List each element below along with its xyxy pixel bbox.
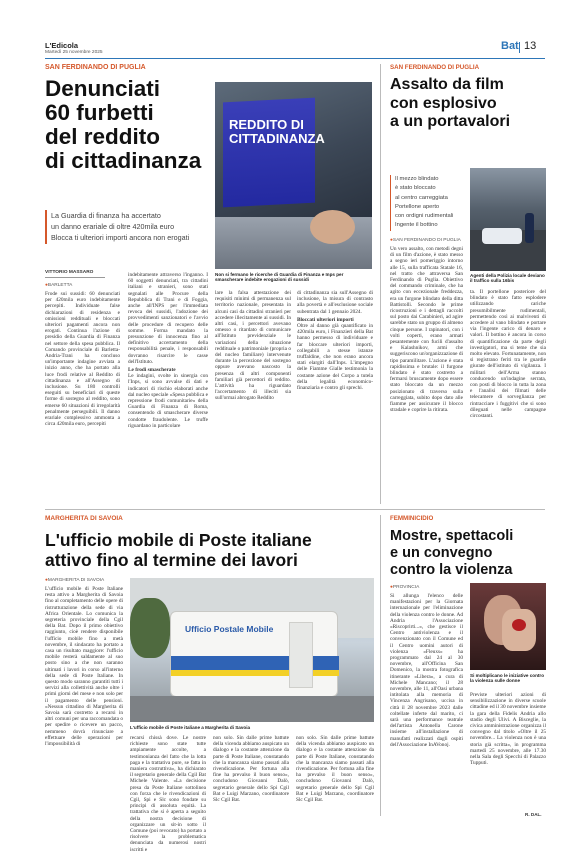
article1-kicker: SAN FERDINANDO DI PUGLIA <box>45 64 146 71</box>
article4-location: ● PROVINCIA <box>390 585 419 590</box>
article3-kicker: MARGHERITA DI SAVOIA <box>45 515 123 522</box>
article4-headline: Mostre, spettacoli e un convegno contro la violenza <box>390 528 514 578</box>
tree-shape <box>130 598 170 658</box>
edition-label: Bat <box>501 40 519 52</box>
article3-col2: recarsi chissà dove. Le nostre richieste sono state tutte ampiamente accolte, a testimonianza del fatto che la lotta paga e la trattativa pure, se fatta in maniera costruttiva», ha dichiarato il segretario generale della Cgil Bat Michele Valente. «La decisione presa da Poste Italiane sottolinea con forza che le rivendicazioni di Cgil, Spi e Slc sono fondate su principi di assoluta equità. La trattativa che si è aperta a seguito della nostra decisione di organizzare un sit-in sotto il Comune (poi revocato) ha portato a risolvere la problematica denunciata da numerosi nostri iscritti e <box>130 735 206 853</box>
column-divider-2 <box>380 515 381 816</box>
mobile-office-van <box>170 611 338 697</box>
article1-location: ● BARLETTA <box>45 283 72 288</box>
article1-byline: VITTORIO MASSARO <box>45 270 94 275</box>
page-number: 13 <box>524 40 537 52</box>
article2-photo <box>470 168 546 271</box>
article4-photo <box>470 583 546 670</box>
screen-panel <box>223 98 325 208</box>
officer-shape <box>525 213 534 243</box>
article4-col2: Previste ulteriori azioni di sensibilizzazione in diverse scuole cittadine ed il 30 novembre insieme la gara della Fidelis Andria allo stadio degli Ulivi. A Bisceglie, la civica amministrazione organizza il convegno dal titolo «Oltre il 25 novembre... La violenza non è una storia già scritta», in programma martedì 25 novembre, alle 17.30 nella Sala degli Specchi di Palazzo Tupputi. <box>470 692 546 767</box>
article1-col1: Frode sui sussidi: 60 denunciati per 420mila euro indebitamente percepiti. Individuate false dichiarazioni di residenza e omissioni reddituali e bloccati ulteriori pagamenti ancora non erogati. Continua l'azione di presidio della Guardia di Finanza nel settore della spesa pubblica. Il Comando provinciale di Barletta-Andria-Trani ha concluso un'importante indagine avviata a inizio anno, che ha portato alla luce frodi relative al Reddito di cittadinanza e all'Assegno di inclusione. Su 180 controlli eseguiti su beneficiari di queste forme di sostegno al reddito, sono emerse 60 situazioni di irregolarità penalmente perseguibili. Il danno erariale complessivo ammonta a circa 420mila euro, percepiti <box>45 291 120 428</box>
publication-date: Martedì 25 novembre 2025 <box>45 50 103 55</box>
article1-col2: indebitamente attraverso l'inganno. I 60 soggetti denunciati, tra cittadini italiani e stranieri, sono stati segnalati alle Procure della Repubblica di Trani e di Foggia, anche all'INPS per l'immediata revoca dei sussidi, l'adozione dei provvedimenti sanzionatori e l'avvio delle procedure di recupero delle somme. Forma mandato la presunzione di innocenza fino al definitivo accertamento della responsabilità penale, i responsabili dovranno risarcire le casse dell'Istituto. Le frodi smascherate Le indagini, svolte in sinergia con l'Inps, si sono avvalse di dati e indicatori di rischio elaborati anche dal nucleo speciale «Spesa pubblica e repressione frodi comunitarie» della Guardia di Finanza di Roma, consentendo di smascherare diverse condotte fraudolente. Le truffe riguardano in particolare <box>128 272 208 429</box>
article3-location: ● MARGHERITA DI SAVOIA <box>45 578 104 583</box>
police-car-shape <box>482 228 522 244</box>
van-stripe <box>171 656 339 670</box>
ground-shape <box>130 696 374 722</box>
article1-headline: Denunciati 60 furbetti del reddito di cittadinanza <box>45 76 202 173</box>
article1-summary-bar <box>45 210 47 244</box>
article3-photo <box>130 578 374 722</box>
byline-rule <box>45 277 105 278</box>
article1-summary: La Guardia di finanza ha accertato un danno erariale di oltre 420mila euro Blocca ti ulteriori importi ancora non erogati <box>51 211 190 242</box>
article3-caption: L'ufficio mobile di Poste italiane a Margherita di Savoia <box>130 725 251 730</box>
article4-signature: R. DAL. <box>525 812 542 817</box>
article1-col4: di cittadinanza sia sull'Assegno di inclusione, la misura di contrasto alla povertà e all'esclusione sociale subentrata dal 1 gennaio 2024. Bloccati ulteriori importi Oltre al danno già quantificato in 420mila euro, i Finanzieri della Bat hanno permesso di individuare e far bloccare ulteriori importi, collegabili a stesse istanze truffaldine, che non erano ancora stati elargiti dall'Inps. L'impegno delle Fiamme Gialle testimonia la costante azione del Corpo a tutela della legalità economico-finanziaria e contro gli sprechi. <box>297 290 373 392</box>
article1-col3: lare la falsa attestazione dei requisiti minimi di permanenza sul territorio nazionale, presentata in alcuni casi da cittadini stranieri per accedere illecitamente ai sussidi. In altri casi, i percettori avevano omesso o ritardato di comunicare all'Istituto previdenziale le variazioni della situazione reddituale o patrimoniale (propria o del nucleo familiare) intervenute durante la percezione del sostegno oppure avevano nascosto la presenza di altri componenti familiari già percettori di reddito. L'attività ha riguardato l'accertamento di illeciti sia sull'ormai abrogato Reddito <box>215 290 291 402</box>
article2-kicker: SAN FERDINANDO DI PUGLIA <box>390 64 480 71</box>
article2-summary-bar <box>390 175 391 231</box>
article2-caption: Agenti della Polizia locale deviano il traffico sulla 16bis <box>470 273 545 284</box>
header-rule <box>45 58 545 59</box>
article3-col3: non solo. Sin dalle prime battute della vicenda abbiamo auspicato un dialogo e la costante attenzione da parte di Poste Italiane, constatando che la mancanza siamo passati alla rivendicazione. Per fortuna alla fine ha prevalso il buon senso», concludono Giovanni Dalò, segretario generale dello Spi Cgil Bat e Luigi Marzano, coordinatore Slc Cgil Bat. <box>213 735 289 804</box>
article2-location: ● SAN FERDINANDO DI PUGLIA <box>390 238 461 243</box>
article4-kicker: FEMMINICIDIO <box>390 515 434 522</box>
van-stripe-yellow <box>171 670 339 676</box>
van-sign: Ufficio Postale Mobile <box>185 624 274 634</box>
van-door <box>289 622 313 688</box>
article2-headline: Assalto da film con esplosivo a un portavalori <box>390 76 511 130</box>
article2-summary: Il mezzo blindato è stato bloccato al centro carreggiata Portellone aperto con ordigni rudimentali Ingente il bottino <box>395 176 454 229</box>
section-separator <box>45 509 545 510</box>
red-mark-shape <box>512 619 526 631</box>
hand-shape <box>310 210 355 244</box>
article1-photo <box>215 82 372 269</box>
article2-col2: ta. Il portellone posteriore del blindato è stato fatto esplodere utilizzando cariche presumibilmente rudimentali, permettendo così ai malviventi di accedere al vano blindato e portare via l'ingente carico di denaro e valori. Il bottino è ancora in corso di quantificazione da parte degli investigatori, ma si teme che sia molto elevato. Fortunatamente, non si registrano feriti tra le guardie giurate dell'istituto di vigilanza. I militari dell'Arma stanno conducendo un'indagine serrata, con posti di blocco in tutta la zona e l'analisi dei filmati delle telecamere di sorveglianza per rintracciare i fuggitivi che si sono dileguati nelle campagne circostanti. <box>470 289 546 420</box>
publication-name: L'Edicola <box>45 41 79 50</box>
article4-col1: Si allunga l'elenco delle manifestazioni per la Giornata internazionale per l'eliminazione della violenza contro le donne. Ad Andria l'Associazione «Riscoprirti...», che gestisce il Centro antiviolenza e il convenzionato con il Comune ed il Centro uomini autori di violenza «Fleuxs» ha programmato dal 24 al 30 novembre, all'Officina San Domenico, la mostra fotografica itinerante «Libera», a cura di Michele Mancano; il 28 novembre, alle 11, all'Oasi urbana intitolata alla memoria di Vincenza Angrisano, uccisa in città il 28 novembre 2023 dalle coltellate inferte dal marito, ci sarà una performance teatrale dell'artista Antonella Carone insieme all'installazione di manufatti realizzati dagli ospiti dell'Associazione InAVonoj. <box>390 593 463 748</box>
article3-col4: non solo. Sin dalle prime battute della vicenda abbiamo auspicato un dialogo e la costante attenzione da parte di Poste Italiane, constatando che la mancanza siamo passati alla rivendicazione. Per fortuna alla fine ha prevalso il buon senso», concludono Giovanni Dalò, segretario generale dello Spi Cgil Bat e Luigi Marzano, coordinatore Slc Cgil Bat. <box>296 735 374 804</box>
article4-caption: Si moltiplicano le iniziative contro la violenza sulle donne <box>470 673 545 684</box>
screen-title: REDDITO DI CITTADINANZA <box>229 117 325 146</box>
article2-col1: Un vero assalto, con metodi degni di un film d'azione, è stato messo a segno ieri pomeriggio intorno alle 15, sulla trafficata Statale 16, nel tratto che attraversa San Ferdinando di Puglia. Obiettivo del commando criminale, che ha agito con eccezionale freddezza, era un furgone blindato della ditta Battistolli. Secondo le prime ricostruzioni e i dettagli raccolti sul posto dai Carabinieri, ad agire sarebbe stato un gruppo di almeno cinque persone. I rapinatori, con i volti coperti, erano armati pesantemente con fucili d'assalto e Kalashnikov, armi che suggeriscono un'organizzazione di tipo paramilitare. L'azione è stata rapidissima e brutale: il furgone blindato è stato costretto a fermarsi bruscamente dopo essere stato bloccato da un mezzo posizionato di traverso sulla carreggiata, subito dopo dato alle fiamme per assicurare il blocco stradale e coprire la ritirata. <box>390 246 463 414</box>
article1-caption: Non si fermano le ricerche di Guardia di Finanza e Inps per smascherare indebite erogazioni di sussidi <box>215 272 344 283</box>
column-divider <box>380 64 381 504</box>
article3-headline: L'ufficio mobile di Poste italiane attivo fino al termine dei lavori <box>45 530 312 570</box>
article3-col1: L'ufficio mobile di Poste Italiane resta attivo a Margherita di Savoia fino al completamento delle opere di ristrutturazione della sede di via Africa Orientale. Lo comunica la segreteria provinciale della Cgil della Bat. Dopo il primo obiettivo raggiunto, cioè rendere disponibile l'ufficio mobile fino a metà novembre, il sindacato ha portato a casa un risultato maggiore: l'ufficio mobile resterà saldamente al suo posto sino a che non saranno ultimati i lavori in corso all'interno della sede di Poste Italiane. In questo modo saranno garantiti tutti i servizi alla collettività anche oltre i primi giorni del mese e non solo per il pagamento delle pensioni. «Nessun cittadino di Margherita di Savoia sarà costretto a recarsi in altri comuni per una raccomandata o per spedire o ricevere un pacco, nemmeno dovrà rinunciare a effettuare delle operazioni per l'impossibilità di <box>45 586 123 748</box>
header-divider <box>519 42 520 53</box>
